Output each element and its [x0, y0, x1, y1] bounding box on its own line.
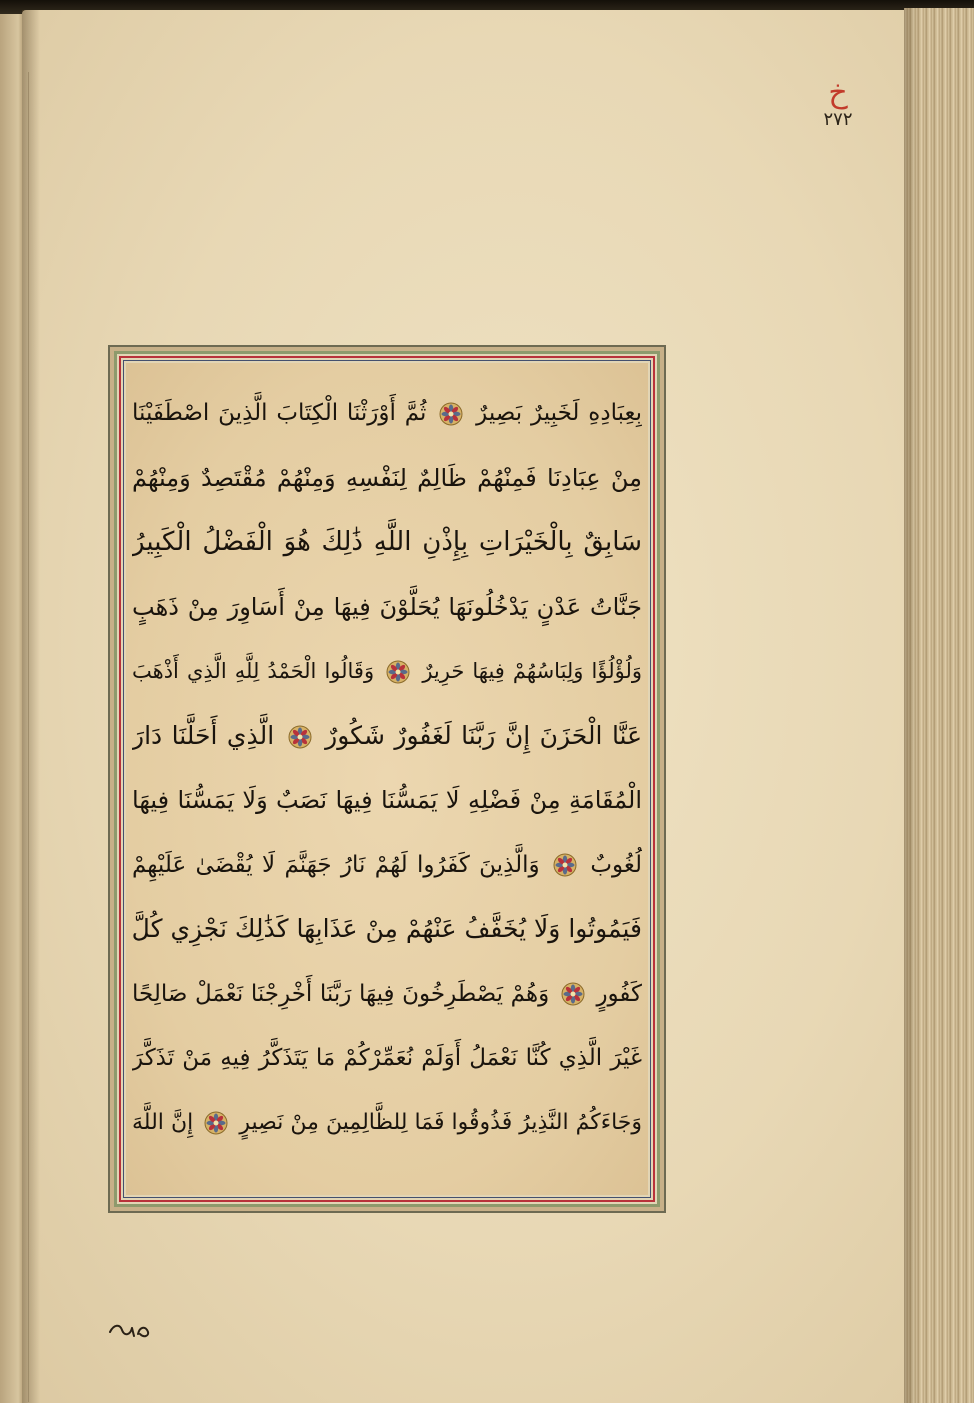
- verse-text: عَنَّا الْحَزَنَ إِنَّ رَبَّنَا لَغَفُورٌ شَكُورٌ: [325, 720, 642, 750]
- folio-letter: خ: [828, 75, 848, 110]
- verse-text: وَهُمْ يَصْطَرِخُونَ فِيهَا رَبَّنَا أَخْرِجْنَا نَعْمَلْ صَالِحًا: [132, 980, 550, 1007]
- verse-text: جَنَّاتُ عَدْنٍ يَدْخُلُونَهَا يُحَلَّوْنَ فِيهَا مِنْ أَسَاوِرَ مِنْ ذَهَبٍ: [132, 592, 642, 621]
- verse-line: [132, 1091, 642, 1156]
- verse-text: إِنَّ اللَّهَ: [132, 1109, 194, 1135]
- verse-text: غَيْرَ الَّذِي كُنَّا نَعْمَلُ أَوَلَمْ نُعَمِّرْكُمْ مَا يَتَذَكَّرُ فِيهِ مَنْ تَذَكَّرَ: [132, 1045, 642, 1071]
- verse-line: [132, 768, 642, 833]
- page-stack-shadow: [904, 8, 918, 1413]
- verse-line: [132, 575, 642, 640]
- folio-mark: [808, 75, 868, 130]
- verse-text: سَابِقٌ بِالْخَيْرَاتِ بِإِذْنِ اللَّهِ ذَٰلِكَ هُوَ الْفَضْلُ الْكَبِيرُ: [132, 527, 642, 557]
- verse-line: [132, 704, 642, 769]
- verse-line: [132, 446, 642, 511]
- verse-line: [132, 1026, 642, 1091]
- verse-marker-rosette-icon: [386, 660, 410, 684]
- verse-marker-rosette-icon: [204, 1111, 228, 1135]
- verse-text: لُغُوبٌ: [590, 851, 642, 878]
- verse-text: ثُمَّ أَوْرَثْنَا الْكِتَابَ الَّذِينَ اصْطَفَيْنَا: [132, 400, 427, 426]
- verse-line: [132, 962, 642, 1027]
- verse-line: [132, 897, 642, 962]
- verse-marker-rosette-icon: [439, 402, 463, 426]
- gutter-fold-line: [28, 72, 29, 1402]
- verse-marker-rosette-icon: [288, 725, 312, 749]
- verse-text: وَالَّذِينَ كَفَرُوا لَهُمْ نَارُ جَهَنَّمَ لَا يُقْضَىٰ عَلَيْهِمْ: [132, 851, 540, 878]
- text-block: [126, 363, 648, 1195]
- verse-text: وَقَالُوا الْحَمْدُ لِلَّهِ الَّذِي أَذْهَبَ: [132, 659, 375, 683]
- folio-number: ٢٧٢: [823, 109, 853, 130]
- verse-text: بِعِبَادِهِ لَخَبِيرٌ بَصِيرٌ: [476, 400, 642, 426]
- verse-line: [132, 510, 642, 575]
- verse-text: مِنْ عِبَادِنَا فَمِنْهُمْ ظَالِمٌ لِنَفْسِهِ وَمِنْهُمْ مُقْتَصِدٌ وَمِنْهُمْ: [132, 463, 642, 492]
- verse-text: الَّذِي أَحَلَّنَا دَارَ: [132, 720, 275, 750]
- verse-marker-rosette-icon: [553, 853, 577, 877]
- verse-line: [132, 381, 642, 446]
- verse-line: [132, 833, 642, 898]
- text-frame: [108, 345, 666, 1213]
- verse-text: كَفُورٍ: [596, 980, 642, 1007]
- verse-marker-rosette-icon: [561, 982, 585, 1006]
- catchword-glyph: [104, 1318, 154, 1342]
- scan-margin-strip: [0, 1403, 974, 1417]
- gutter-shadow: [22, 10, 40, 1410]
- catchword-mark: [104, 1318, 154, 1342]
- verse-text: فَيَمُوتُوا وَلَا يُخَفَّفُ عَنْهُمْ مِنْ عَذَابِهَا كَذَٰلِكَ نَجْزِي كُلَّ: [132, 914, 642, 943]
- verse-line: [132, 639, 642, 704]
- verse-text: وَجَاءَكُمُ النَّذِيرُ فَذُوقُوا فَمَا لِلظَّالِمِينَ مِنْ نَصِيرٍ: [239, 1109, 642, 1135]
- verse-text: وَلُؤْلُؤًا وَلِبَاسُهُمْ فِيهَا حَرِيرٌ: [422, 659, 642, 683]
- verse-text: الْمُقَامَةِ مِنْ فَضْلِهِ لَا يَمَسُّنَا فِيهَا نَصَبٌ وَلَا يَمَسُّنَا فِيهَا: [132, 786, 642, 814]
